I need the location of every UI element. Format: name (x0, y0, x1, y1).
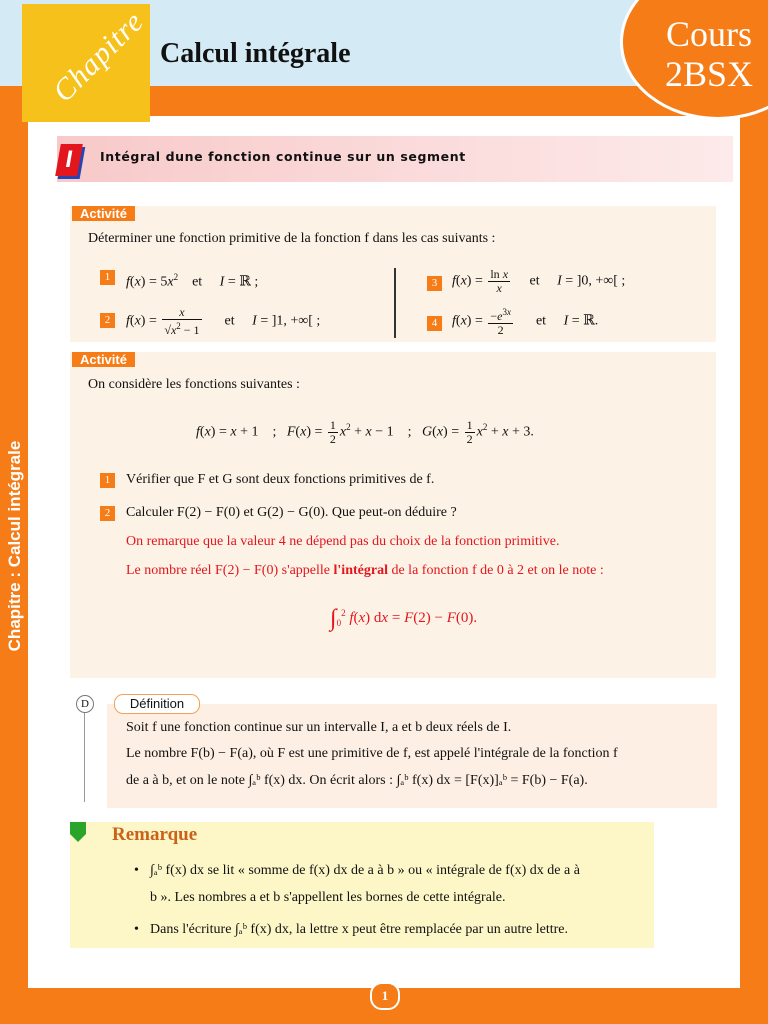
activity-1-item-3: f(x) = $\frac{\text{ln x}}{x}$ et I = ]0, +∞[ ; (452, 267, 626, 295)
definition-rule (84, 706, 85, 802)
side-label-text: Chapitre : Calcul intégrale (5, 440, 24, 652)
activity-tag-2: Activité (72, 352, 135, 367)
remark-bullet-1b: b ». Les nombres a et b s'appellent les bornes de cette intégrale. (150, 890, 506, 905)
activity-tag-1: Activité (72, 206, 135, 221)
course-label (650, 14, 768, 94)
integral-formula: $\int_0^2$ f(x) dx = F(2) − F(0). (330, 605, 478, 632)
activity-1-intro: Déterminer une fonction primitive de la fonction f dans les cas suivants : (88, 231, 496, 246)
activity-2-remark-1: On remarque que la valeur 4 ne dépend pas du choix de la fonction primitive. (126, 534, 560, 549)
chapter-badge (22, 4, 150, 122)
item-number-2: 2 (100, 313, 115, 328)
page-number: 1 (370, 982, 400, 1010)
remark-bullet-2: Dans l'écriture ∫ₐᵇ f(x) dx, la lettre x peut être remplacée par un autre lettre. (150, 922, 568, 937)
question-number-2: 2 (100, 506, 115, 521)
activity-1-item-4: f(x) = $\frac{-e^{3x}}{2}$ et I = ℝ. (452, 307, 599, 337)
course-line-2: 2BSX (664, 54, 754, 94)
item-number-4: 4 (427, 316, 442, 331)
activity-1-item-2: f(x) = $\frac{x}{√x^2 - 1}$ et I = ]1, +∞[ ; (126, 305, 321, 337)
activity-1-item-1: $f(x) = 5x^2$ et I = ℝ ; (126, 272, 259, 290)
remark-bullet-1a: ∫ₐᵇ f(x) dx se lit « somme de f(x) dx de a à b » ou « intégrale de f(x) dx de a à (150, 863, 580, 878)
definition-line-2: Le nombre F(b) − F(a), où F est une primitive de f, est appelé l'intégrale de la fonction f (126, 746, 618, 761)
remark-2-end: de la fonction f de 0 à 2 et on le note : (391, 563, 604, 578)
course-line-1: Cours (665, 14, 752, 54)
definition-letter: D (76, 695, 94, 713)
chapter-badge-text: Chapitre (46, 4, 150, 109)
definition-label: Définition (114, 694, 200, 714)
section-number: I (55, 144, 83, 176)
activity-2-question-1: Vérifier que F et G sont deux fonctions primitives de f. (126, 472, 435, 487)
activity-2-question-2: Calculer F(2) − F(0) et G(2) − G(0). Que peut-on déduire ? (126, 505, 457, 520)
activity-2-intro: On considère les fonctions suivantes : (88, 377, 300, 392)
remark-bullet-icon-2: • (134, 922, 139, 937)
remark-bullet-icon-1: • (134, 863, 139, 878)
section-title: Intégral dune fonction continue sur un segment (100, 149, 466, 164)
column-divider (394, 268, 396, 338)
page-title: Calcul intégrale (160, 38, 351, 69)
remark-2-start: Le nombre réel F(2) − F(0) s'appelle (126, 563, 331, 578)
activity-2-functions: f(x) = x + 1 ; F(x) = $\frac{1}{2}$ $x^2 + x - 1$ ; G(x) = $\frac{1}{2}$ $x^2 + x + 3$. (196, 417, 534, 446)
remark-title: Remarque (112, 824, 198, 845)
definition-line-3: de a à b, et on le note ∫ₐᵇ f(x) dx. On écrit alors : ∫ₐᵇ f(x) dx = [F(x)]ₐᵇ = F(b) − F(a). (126, 773, 588, 788)
definition-line-1: Soit f une fonction continue sur un intervalle I, a et b deux réels de I. (126, 720, 512, 735)
activity-2-remark-2 (126, 562, 604, 580)
item-number-1: 1 (100, 270, 115, 285)
question-number-1: 1 (100, 473, 115, 488)
remark-2-bold: l'intégral (333, 563, 388, 578)
side-label (0, 420, 28, 680)
item-number-3: 3 (427, 276, 442, 291)
